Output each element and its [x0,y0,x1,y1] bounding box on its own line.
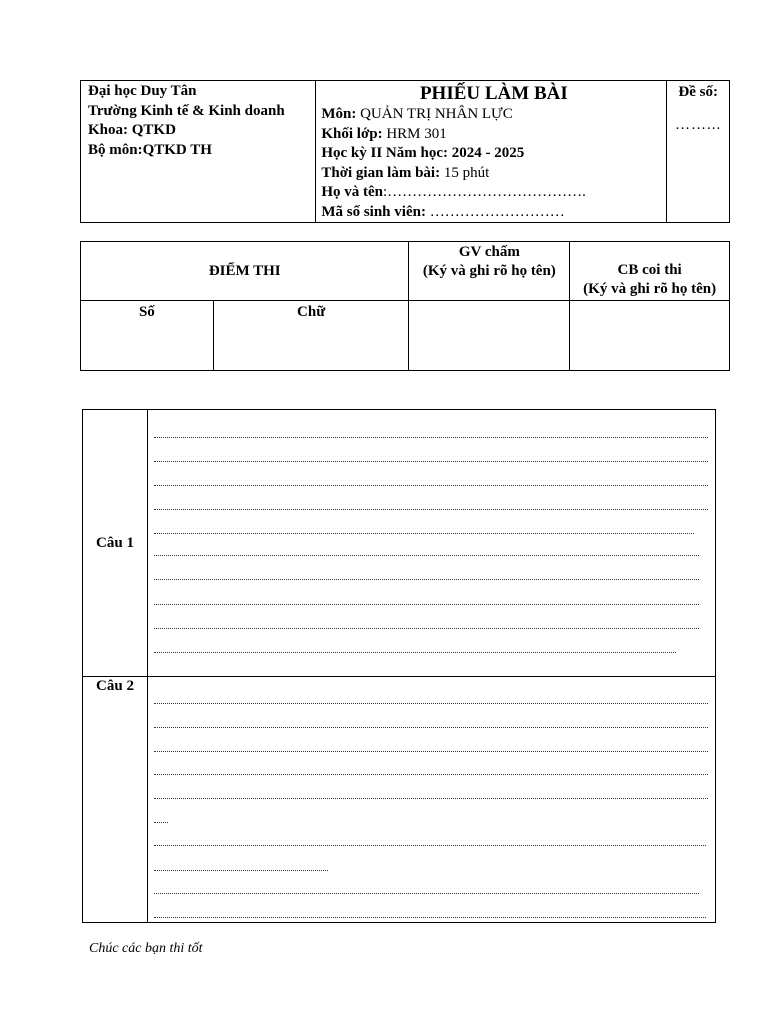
student-name-line[interactable] [321,183,666,203]
class-label: Khối lớp: [321,125,383,142]
proctor-header [570,242,730,301]
answer-line [154,774,708,775]
university-name: Đại học Duy Tân [88,83,197,99]
grader-signature-cell[interactable] [409,301,570,371]
answer-line [154,555,699,556]
subject-label: Môn: [321,106,357,122]
class-line [321,125,666,145]
answer-line [154,845,706,846]
score-table [80,241,730,371]
question-2-answer-area[interactable] [148,677,716,923]
answer-line [154,751,708,752]
subject-value: QUẢN TRỊ NHÂN LỰC [356,106,513,122]
grader-subtitle: (Ký và ghi rõ họ tên) [422,263,556,279]
score-word-cell[interactable] [213,301,409,371]
faculty-name: Khoa: QTKD [88,122,176,138]
closing-message: Chúc các bạn thi tốt [89,941,203,956]
answer-line [154,822,168,823]
question-2-label: Câu 2 [83,677,148,923]
class-value: HRM 301 [382,125,447,142]
answer-line [154,870,328,871]
question-1-answer-area[interactable] [148,410,716,677]
answer-line [154,509,708,510]
answer-table [82,409,716,923]
answer-line [154,893,699,894]
answer-line [154,533,694,534]
grader-title: GV chấm [458,244,520,260]
student-name-blank[interactable]: :…………………………………. [383,184,586,200]
answer-line [154,604,699,605]
student-name-label: Họ và tên [321,184,384,200]
answer-line [154,727,708,728]
exam-info [316,81,667,223]
student-id-label: Mã số sinh viên: [321,203,426,220]
time-value: 15 phút [440,164,490,181]
answer-line [154,798,708,799]
student-id-blank[interactable]: ……………………… [425,203,565,220]
school-name: Trường Kinh tế & Kinh doanh [88,102,285,119]
answer-line [154,917,706,918]
exam-header-table [80,80,730,223]
question-1-label: Câu 1 [83,410,148,677]
score-header: ĐIỂM THI [81,242,409,301]
exam-number-blank[interactable]: ……... [675,116,722,133]
answer-line [154,485,708,486]
proctor-subtitle: (Ký và ghi rõ họ tên) [583,281,717,297]
time-line [321,164,666,184]
proctor-signature-cell[interactable] [570,301,730,371]
answer-line [154,437,708,438]
time-label: Thời gian làm bài: [321,164,441,181]
score-word-label: Chữ [297,304,326,320]
grader-header [409,242,570,301]
answer-line [154,461,708,462]
score-number-cell[interactable] [81,301,214,371]
answer-line [154,652,676,653]
exam-number-label: Đề số: [678,84,718,100]
form-title: PHIẾU LÀM BÀI [419,83,568,104]
exam-number-cell [667,81,730,223]
answer-line [154,703,708,704]
answer-line [154,579,699,580]
answer-line [154,628,699,629]
department-name: Bộ môn:QTKD TH [88,141,212,158]
proctor-title: CB coi thi [617,262,682,278]
score-number-label: Số [138,304,155,320]
subject-line [321,105,666,125]
semester-line: Học kỳ II Năm học: 2024 - 2025 [321,145,525,161]
student-id-line[interactable] [321,203,666,223]
institution-info [81,81,316,223]
